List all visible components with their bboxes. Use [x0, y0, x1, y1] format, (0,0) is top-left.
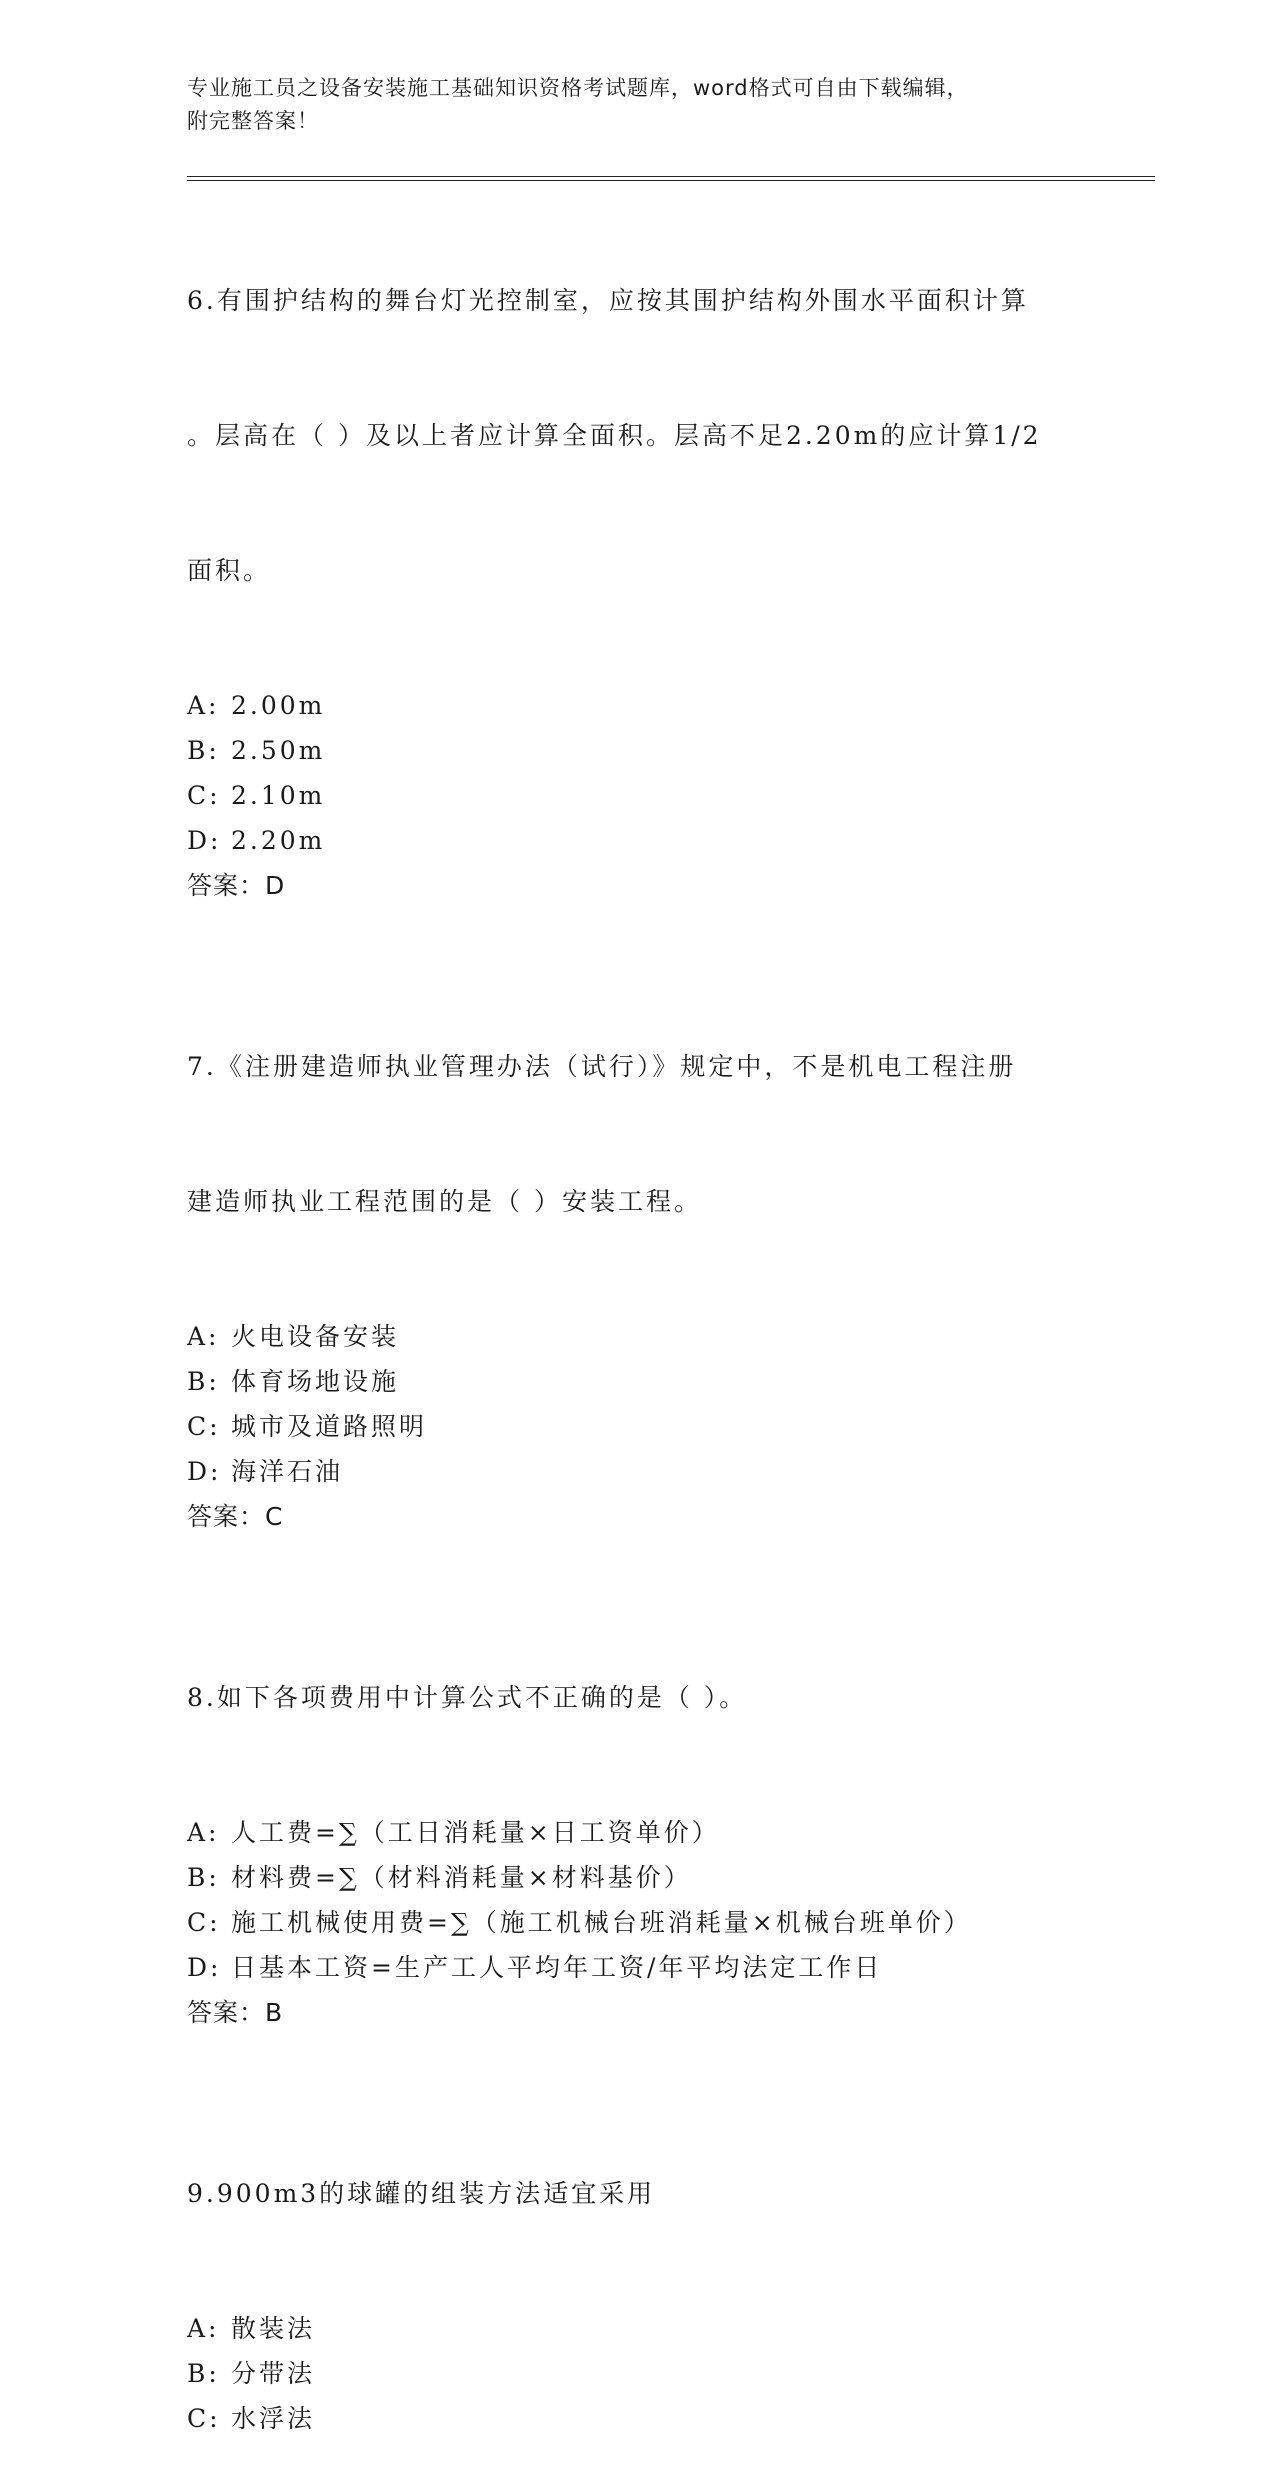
option-b [187, 2351, 1087, 2396]
option-letter: D: [187, 826, 222, 855]
header-line-2: 附完整答案！ [187, 109, 319, 133]
question-6 [187, 188, 1087, 908]
option-letter: A: [187, 2314, 220, 2343]
option-text: 散装法 [231, 2314, 316, 2343]
option-a [187, 683, 1087, 728]
question-text [187, 2081, 1067, 2306]
option-d [187, 818, 1087, 863]
question-text [187, 188, 1067, 683]
option-letter: A: [187, 691, 220, 720]
question-line: 面积。 [187, 556, 272, 585]
option-text: 体育场地设施 [231, 1367, 400, 1396]
question-9 [187, 2081, 1087, 2441]
option-text: 城市及道路照明 [231, 1412, 428, 1441]
option-b [187, 1359, 1087, 1404]
option-letter: C: [187, 1908, 221, 1937]
document-header [187, 72, 1067, 138]
option-a [187, 2306, 1087, 2351]
option-text: 人工费=∑（工日消耗量×日工资单价） [231, 1818, 720, 1847]
answer-label: 答案：D [187, 871, 286, 900]
option-letter: C: [187, 1412, 221, 1441]
option-d [187, 1449, 1087, 1494]
option-letter: B: [187, 1863, 220, 1892]
option-b [187, 728, 1087, 773]
question-line: 6.有围护结构的舞台灯光控制室，应按其围护结构外围水平面积计算 [187, 286, 1029, 315]
option-letter: B: [187, 2359, 220, 2388]
question-line: 9.900m3的球罐的组装方法适宜采用 [187, 2179, 656, 2208]
option-letter: C: [187, 781, 221, 810]
answer-label: 答案：B [187, 1998, 284, 2027]
question-8 [187, 1585, 1087, 2035]
option-c [187, 773, 1087, 818]
question-line: 8.如下各项费用中计算公式不正确的是（ ）。 [187, 1683, 748, 1712]
option-text: 水浮法 [231, 2404, 316, 2433]
question-line: 7.《注册建造师执业管理办法（试行）》规定中，不是机电工程注册 [187, 1052, 1017, 1081]
question-list [187, 188, 1087, 2487]
option-letter: A: [187, 1322, 220, 1351]
option-letter: B: [187, 1367, 220, 1396]
option-letter: D: [187, 1953, 222, 1982]
option-letter: C: [187, 2404, 221, 2433]
option-text: 2.10m [231, 781, 326, 810]
option-text: 2.50m [231, 736, 326, 765]
question-line: 。层高在（ ）及以上者应计算全面积。层高不足2.20m的应计算1/2 [187, 421, 1042, 450]
question-line: 建造师执业工程范围的是（ ）安装工程。 [187, 1187, 702, 1216]
option-text: 分带法 [231, 2359, 316, 2388]
option-letter: B: [187, 736, 220, 765]
option-text: 2.00m [231, 691, 326, 720]
option-text: 日基本工资=生产工人平均年工资/年平均法定工作日 [231, 1953, 883, 1982]
option-letter: A: [187, 1818, 220, 1847]
option-b [187, 1855, 1087, 1900]
option-text: 火电设备安装 [231, 1322, 400, 1351]
header-line-1: 专业施工员之设备安装施工基础知识资格考试题库，word格式可自由下载编辑， [187, 76, 969, 100]
option-a [187, 1810, 1087, 1855]
question-7 [187, 954, 1087, 1539]
option-text: 施工机械使用费=∑（施工机械台班消耗量×机械台班单价） [231, 1908, 972, 1937]
option-letter: D: [187, 1457, 222, 1486]
option-a [187, 1314, 1087, 1359]
option-text: 2.20m [231, 826, 326, 855]
option-text: 海洋石油 [231, 1457, 344, 1486]
question-text [187, 1585, 1067, 1810]
option-d [187, 1945, 1087, 1990]
header-divider [187, 176, 1155, 181]
option-text: 材料费=∑（材料消耗量×材料基价） [231, 1863, 692, 1892]
option-c [187, 1900, 1087, 1945]
answer-label: 答案：C [187, 1502, 284, 1531]
question-text [187, 954, 1067, 1314]
option-c [187, 1404, 1087, 1449]
option-c [187, 2396, 1087, 2441]
